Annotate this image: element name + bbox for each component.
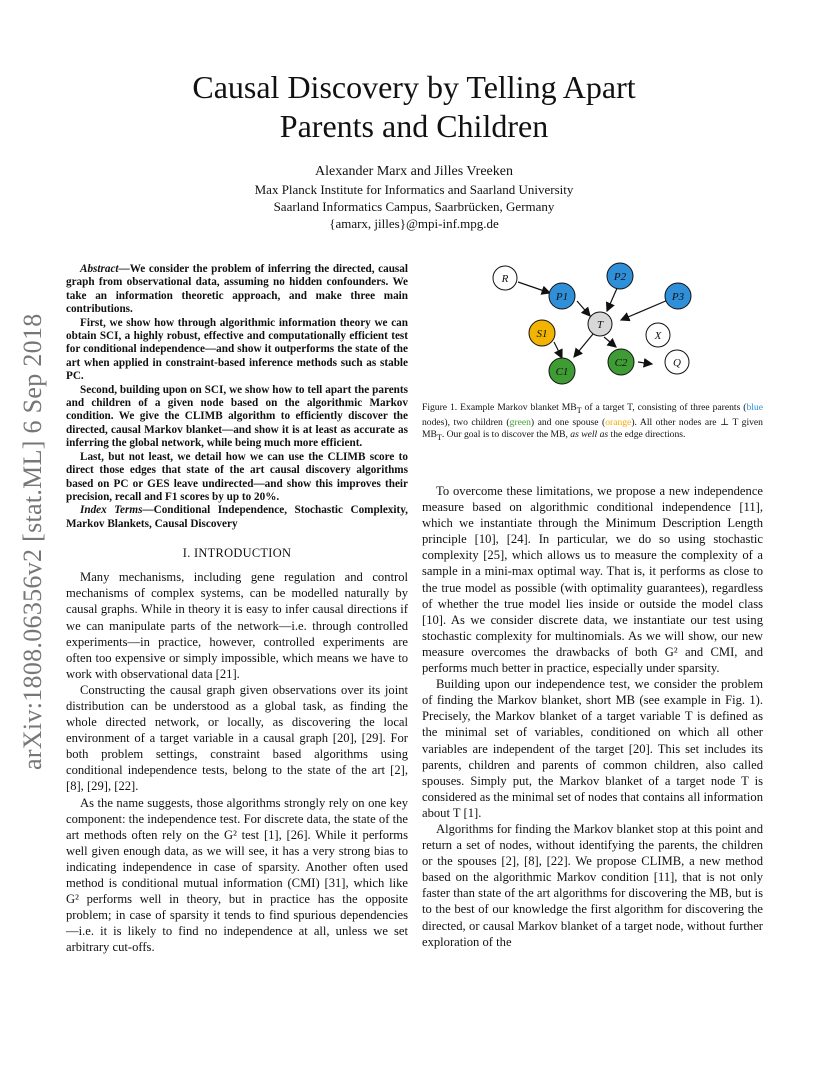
- affiliation-line-2: Saarland Informatics Campus, Saarbrücken, Germany: [273, 199, 555, 214]
- index-terms-text: —Conditional Independence, Stochastic Complexity, Markov Blankets, Causal Discovery: [66, 504, 408, 530]
- caption-part-2: nodes), two children (: [422, 416, 510, 428]
- label-s1: S1: [536, 328, 548, 340]
- edge-r-p1: [518, 282, 550, 293]
- label-c2: C2: [614, 357, 628, 369]
- intro-paragraph-1: Many mechanisms, including gene regulation and control mechanisms of complex systems, can be modelled naturally by causal graphs. While in theory it is easy to infer causal directions if we can manipulate parts of the network—i.e. through controlled experiments—in practice, however, controlled experiments are often too expensive or simply impossible, which means we have to work with observational data [21].: [66, 570, 408, 681]
- label-r: R: [501, 273, 509, 285]
- abstract-p3: Second, building upon on SCI, we show how to tell apart the parents and children of a given node based on the algorithmic Markov condition. We give the CLIMB algorithm to efficiently discover the directed, causal Markov blanket—and show it is at least as accurate as inferring the global network, while being much more efficient.: [66, 383, 408, 450]
- paper-title: [0, 68, 828, 146]
- abstract-p4: Last, but not least, we detail how we can use the CLIMB score to direct those edges that state of the art causal discovery algorithms based on PC or GES leave undirected—and show this improves their precision, recall and F1 scores by up to 20%.: [66, 450, 408, 503]
- figure-nodes: [493, 263, 691, 384]
- label-p1: P1: [555, 291, 569, 303]
- caption-italic: as well as: [570, 428, 609, 440]
- markov-blanket-figure: [422, 258, 763, 398]
- title-line-2: Parents and Children: [279, 108, 549, 144]
- caption-green: green: [509, 416, 531, 428]
- label-c1: C1: [555, 366, 569, 378]
- caption-orange: orange: [605, 416, 632, 428]
- caption-prefix: Figure 1. Example Markov blanket MB: [422, 402, 577, 413]
- caption-part-1: of a target T, consisting of three parents (: [581, 402, 747, 413]
- edge-p3-t: [621, 300, 668, 320]
- figure-caption: [422, 402, 763, 444]
- edge-t-c1: [574, 334, 593, 357]
- intro-paragraph-2: Constructing the causal graph given observations over its joint distribution can be understood as a global task, as finding the whole directed network, or locally, as discovering the local environment of a target variable in a causal graph [20], [29]. For both problem settings, constraint based algorithms using conditional independence tests, belong to the state of the art [2], [8], [29], [22].: [66, 682, 408, 794]
- label-x: X: [654, 330, 662, 342]
- caption-sub-2: T: [436, 432, 442, 442]
- edge-s1-c1: [554, 342, 562, 358]
- caption-blue: blue: [746, 402, 763, 413]
- section-heading: I. INTRODUCTION: [182, 546, 292, 561]
- intro-right-paragraph-1: To overcome these limitations, we propose a new independence measure based on algorithmic conditional independence [11], which we instantiate through the Minimum Description Length principle [10], [24]. In particular, we do so using stochastic complexity [25], which allows us to measure the complexity of a sample in a mini-max optimal way. That is, it performs as close to the true model as possible (with optimality guarantees), regardless of whether the true model lies inside or outside the model class [10]. As we consider discrete data, we instantiate our test using stochastic complexity for multinomials. As we will show, our new measure overcomes the drawbacks of both G² and CMI, and performs much better in practice, especially under sparsity.: [422, 484, 763, 676]
- abstract-lead: Abstract: [80, 263, 119, 275]
- arxiv-identifier: arXiv:1808.06356v2 [stat.ML] 6 Sep 2018: [18, 313, 47, 770]
- authors: Alexander Marx and Jilles Vreeken: [315, 164, 513, 179]
- index-terms-lead: Index Terms: [80, 504, 143, 517]
- caption-part-6: the edge directions.: [608, 428, 686, 440]
- label-p3: P3: [671, 291, 685, 303]
- edge-t-c2: [604, 337, 616, 347]
- caption-part-5: . Our goal is to discover the MB,: [441, 428, 571, 440]
- abstract-p2: First, we show how through algorithmic information theory we can obtain SCI, a highly robust, effective and computationally efficient test for conditional independence—and show it outperforms the state of the art when applied in constraint-based inference methods such as stable PC.: [66, 316, 408, 383]
- intro-right-paragraph-3: Algorithms for finding the Markov blanket stop at this point and return a set of nodes, without identifying the parents, the children or the spouses [2], [8], [22]. We propose CLIMB, a new method based on the algorithmic Markov condition [11], that is not only faster than state of the art algorithms for discovering the MB, but is to the best of our knowledge the first algorithm for discovering the directed, or causal Markov blanket of a target node, without further exploration of the: [422, 821, 763, 949]
- label-p2: P2: [613, 271, 627, 283]
- label-t: T: [596, 319, 604, 331]
- right-column: [422, 483, 763, 950]
- edge-p2-t: [607, 286, 618, 311]
- abstract-text-1: —We consider the problem of inferring the directed, causal graph from observational data, assuming no hidden confounders. We take an information theoretic approach, and make three main contributions.: [66, 263, 408, 316]
- affiliation-line-1: Max Planck Institute for Informatics and Saarland University: [254, 182, 574, 197]
- edge-c2-q: [638, 362, 652, 364]
- caption-sub-1: T: [576, 405, 582, 415]
- intro-paragraph-3: As the name suggests, those algorithms strongly rely on one key component: the independence test. For discrete data, the state of the art methods often rely on the G² test [1], [26]. While it performs well given enough data, as we will see, it has a very strong bias to indicating independence in case of sparsity. Another often used method is conditional mutual information (CMI) [31], which like G² performs well in theory, but in practice has the opposite problem; in case of sparsity it tends to find spurious dependencies—i.e. it is likely to find no independence at all, unless we set arbitrary cut-offs.: [66, 795, 408, 955]
- author-email: {amarx, jilles}@mpi-inf.mpg.de: [329, 216, 499, 231]
- label-q: Q: [673, 357, 681, 369]
- index-terms: [66, 504, 408, 531]
- caption-part-3: ) and one spouse (: [530, 416, 606, 428]
- intro-right-paragraph-2: Building upon our independence test, we consider the problem of finding the Markov blanket, short MB (see example in Fig. 1). Precisely, the Markov blanket of a target variable T is defined as the minimal set of variables, conditioned on which all other variables are independent of the target [20]. This set includes its parents, children and parents of common children, also called spouses. Simply put, the Markov blanket of a target node T is considered as the minimal set of nodes that contains all information about T [1].: [422, 677, 763, 820]
- edge-p1-t: [577, 301, 590, 316]
- caption-part-4: ). All other nodes are ⊥ T given MB: [422, 416, 763, 440]
- left-column: [66, 263, 408, 955]
- title-line-1: Causal Discovery by Telling Apart: [192, 69, 636, 105]
- affiliation: [0, 181, 828, 232]
- abstract-p1: [66, 263, 408, 317]
